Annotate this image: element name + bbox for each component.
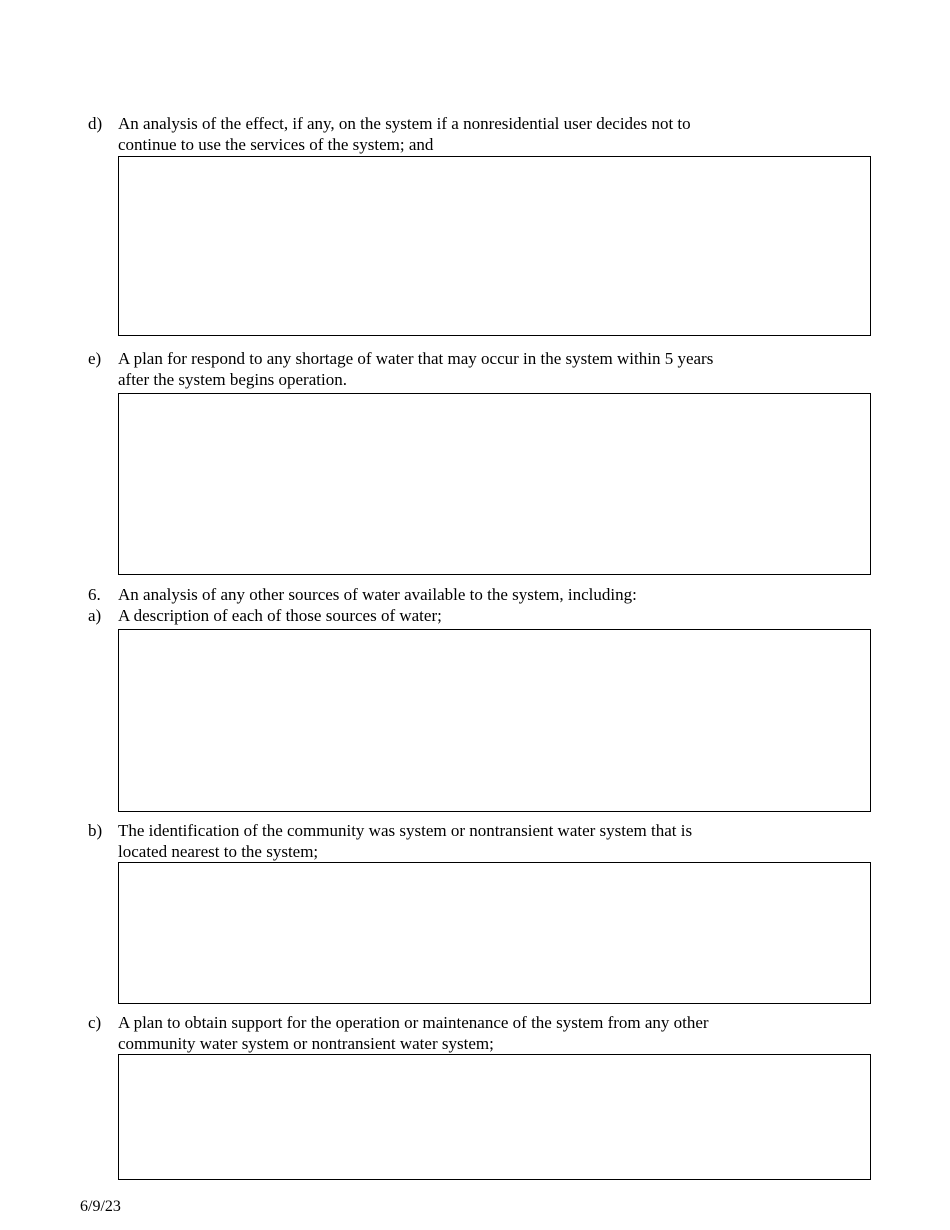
question-text bbox=[118, 820, 838, 862]
question-line: A plan to obtain support for the operation or maintenance of the system from any other bbox=[118, 1013, 709, 1032]
question-text bbox=[118, 605, 838, 626]
question-marker: b) bbox=[88, 821, 103, 840]
question-line: community water system or nontransient water system; bbox=[118, 1034, 494, 1053]
answer-box-e[interactable] bbox=[118, 393, 871, 575]
question-marker: e) bbox=[88, 349, 102, 368]
question-line: continue to use the services of the system; and bbox=[118, 135, 434, 154]
footer-date: 6/9/23 bbox=[80, 1198, 121, 1215]
question-line: An analysis of the effect, if any, on the system if a nonresidential user decides not to bbox=[118, 114, 691, 133]
question-line: A plan for respond to any shortage of water that may occur in the system within 5 years bbox=[118, 349, 714, 368]
answer-box-a[interactable] bbox=[118, 629, 871, 812]
question-marker: 6. bbox=[88, 585, 101, 604]
question-line: A description of each of those sources of water; bbox=[118, 606, 442, 625]
question-marker: a) bbox=[88, 606, 102, 625]
question-text bbox=[118, 348, 838, 390]
answer-box-d[interactable] bbox=[118, 156, 871, 336]
question-line: An analysis of any other sources of water available to the system, including: bbox=[118, 585, 637, 604]
question-line: The identification of the community was system or nontransient water system that is bbox=[118, 821, 693, 840]
question-marker: d) bbox=[88, 114, 103, 133]
question-text bbox=[118, 584, 838, 605]
question-marker: c) bbox=[88, 1013, 102, 1032]
question-line: located nearest to the system; bbox=[118, 842, 319, 861]
answer-box-c[interactable] bbox=[118, 1054, 871, 1180]
question-line: after the system begins operation. bbox=[118, 370, 347, 389]
answer-box-b[interactable] bbox=[118, 862, 871, 1004]
question-text bbox=[118, 1012, 838, 1054]
question-text bbox=[118, 113, 838, 155]
